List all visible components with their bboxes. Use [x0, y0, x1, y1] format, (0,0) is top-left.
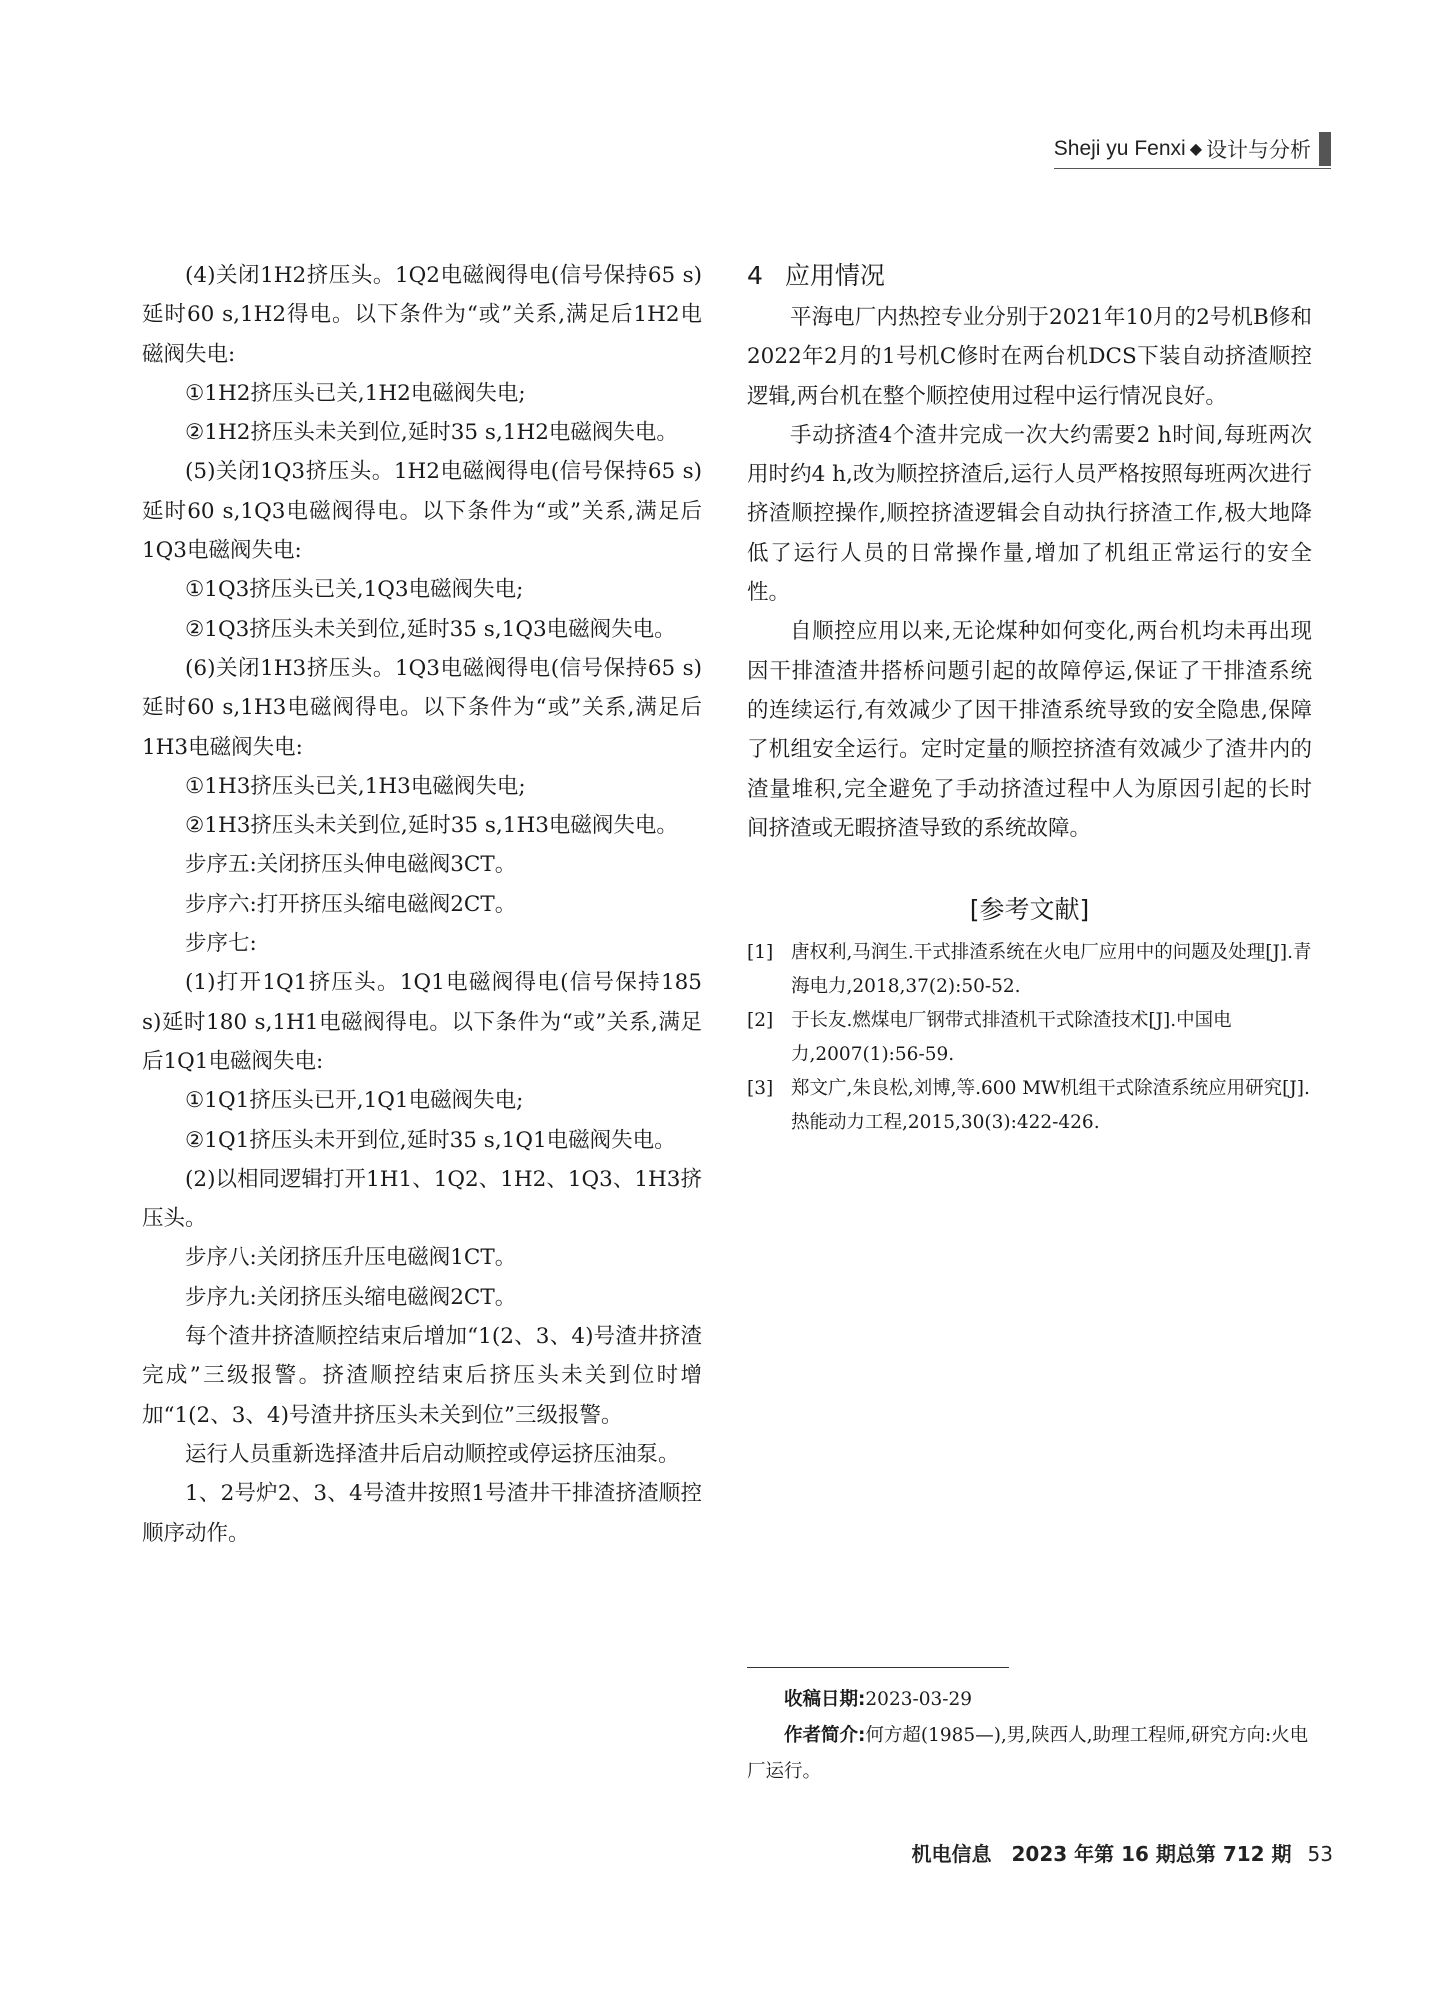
reference-text: 唐权利,马润生.干式排渣系统在火电厂应用中的问题及处理[J].青海电力,2018,37(2):50-52.	[791, 942, 1312, 998]
running-footer	[911, 1838, 1333, 1867]
header-pinyin: Sheji yu Fenxi	[1053, 137, 1186, 160]
author-value: 何方超(1985—),男,陕西人,助理工程师,研究方向:火电厂运行。	[747, 1725, 1309, 1782]
reference-tag: [1]	[747, 942, 774, 964]
reference-text: 郑文广,朱良松,刘博,等.600 MW机组干式除渣系统应用研究[J].热能动力工程,2015,30(3):422-426.	[791, 1078, 1310, 1134]
paragraph: ②1H2挤压头未关到位,延时35 s,1H2电磁阀失电。	[185, 420, 678, 446]
right-column	[747, 256, 1312, 1140]
running-header	[1054, 132, 1331, 166]
article-notes	[747, 1667, 1312, 1790]
received-label: 收稿日期:	[784, 1689, 866, 1710]
paragraph: 1、2号炉2、3、4号渣井按照1号渣井干排渣挤渣顺控顺序动作。	[142, 1481, 702, 1546]
paragraph: ①1H3挤压头已关,1H3电磁阀失电;	[185, 773, 526, 799]
header-rule	[1054, 168, 1331, 169]
paragraph: 步序九:关闭挤压头缩电磁阀2CT。	[185, 1284, 517, 1310]
reference-tag: [3]	[747, 1078, 774, 1100]
references-title: [参考文献]	[969, 895, 1090, 925]
notes-rule	[747, 1667, 1009, 1668]
reference-text: 于长友.燃煤电厂钢带式排渣机干式除渣技术[J].中国电力,2007(1):56-59.	[791, 1010, 1232, 1066]
received-date	[747, 1682, 1312, 1718]
received-value: 2023-03-29	[865, 1689, 973, 1710]
paragraph: ①1H2挤压头已关,1H2电磁阀失电;	[185, 380, 526, 406]
paragraph: ②1H3挤压头未关到位,延时35 s,1H3电磁阀失电。	[185, 813, 678, 839]
paragraph: ①1Q1挤压头已开,1Q1电磁阀失电;	[185, 1088, 524, 1114]
paragraph: 步序五:关闭挤压头伸电磁阀3CT。	[185, 852, 517, 878]
paragraph: 每个渣井挤渣顺控结束后增加“1(2、3、4)号渣井挤渣完成”三级报警。挤渣顺控结束后挤压头未关到位时增加“1(2、3、4)号渣井挤压头未关到位”三级报警。	[142, 1324, 702, 1428]
paragraph: ②1Q1挤压头未开到位,延时35 s,1Q1电磁阀失电。	[185, 1127, 676, 1153]
reference-item	[747, 936, 1312, 1004]
footer-journal: 机电信息 2023 年第 16 期总第 712 期	[911, 1842, 1292, 1866]
paragraph: 手动挤渣4个渣井完成一次大约需要2 h时间,每班两次用时约4 h,改为顺控挤渣后,运行人员严格按照每班两次进行挤渣顺控操作,顺控挤渣逻辑会自动执行挤渣工作,极大地降低了运行人员的日常操作量,增加了机组正常运行的安全性。	[747, 422, 1312, 606]
section-number: 4	[747, 261, 763, 290]
paragraph: (4)关闭1H2挤压头。1Q2电磁阀得电(信号保持65 s)延时60 s,1H2得电。以下条件为“或”关系,满足后1H2电磁阀失电:	[142, 263, 702, 367]
reference-item	[747, 1072, 1312, 1140]
diamond-icon: ◆	[1189, 141, 1202, 158]
paragraph: 步序六:打开挤压头缩电磁阀2CT。	[185, 891, 517, 917]
left-column	[142, 256, 702, 1553]
paragraph: (5)关闭1Q3挤压头。1H2电磁阀得电(信号保持65 s)延时60 s,1Q3电磁阀得电。以下条件为“或”关系,满足后1Q3电磁阀失电:	[142, 459, 702, 564]
author-bio	[747, 1718, 1312, 1790]
paragraph: (1)打开1Q1挤压头。1Q1电磁阀得电(信号保持185 s)延时180 s,1H1电磁阀得电。以下条件为“或”关系,满足后1Q1电磁阀失电:	[142, 970, 702, 1074]
paragraph: ②1Q3挤压头未关到位,延时35 s,1Q3电磁阀失电。	[185, 616, 676, 642]
paragraph: 步序七:	[185, 931, 257, 957]
paragraph: (6)关闭1H3挤压头。1Q3电磁阀得电(信号保持65 s)延时60 s,1H3电磁阀得电。以下条件为“或”关系,满足后1H3电磁阀失电:	[142, 655, 702, 760]
reference-tag: [2]	[747, 1010, 774, 1032]
author-label: 作者简介:	[784, 1725, 866, 1746]
reference-item	[747, 1004, 1312, 1072]
paragraph: 平海电厂内热控专业分别于2021年10月的2号机B修和2022年2月的1号机C修时在两台机DCS下装自动挤渣顺控逻辑,两台机在整个顺控使用过程中运行情况良好。	[747, 305, 1312, 409]
paragraph: 运行人员重新选择渣井后启动顺控或停运挤压油泵。	[185, 1441, 680, 1467]
header-bar-icon	[1319, 132, 1331, 166]
paragraph: (2)以相同逻辑打开1H1、1Q2、1H2、1Q3、1H3挤压头。	[142, 1166, 702, 1232]
paragraph: 步序八:关闭挤压升压电磁阀1CT。	[185, 1245, 517, 1271]
page-number: 53	[1307, 1842, 1333, 1866]
paragraph: 自顺控应用以来,无论煤种如何变化,两台机均未再出现因干排渣渣井搭桥问题引起的故障停运,保证了干排渣系统的连续运行,有效减少了因干排渣系统导致的安全隐患,保障了机组安全运行。定时定量的顺控挤渣有效减少了渣井内的渣量堆积,完全避免了手动挤渣过程中人为原因引起的长时间挤渣或无暇挤渣导致的系统故障。	[747, 619, 1312, 841]
paragraph: ①1Q3挤压头已关,1Q3电磁阀失电;	[185, 577, 524, 603]
section-title: 应用情况	[784, 261, 885, 290]
section-heading	[747, 256, 1312, 296]
header-section: 设计与分析	[1206, 139, 1311, 162]
